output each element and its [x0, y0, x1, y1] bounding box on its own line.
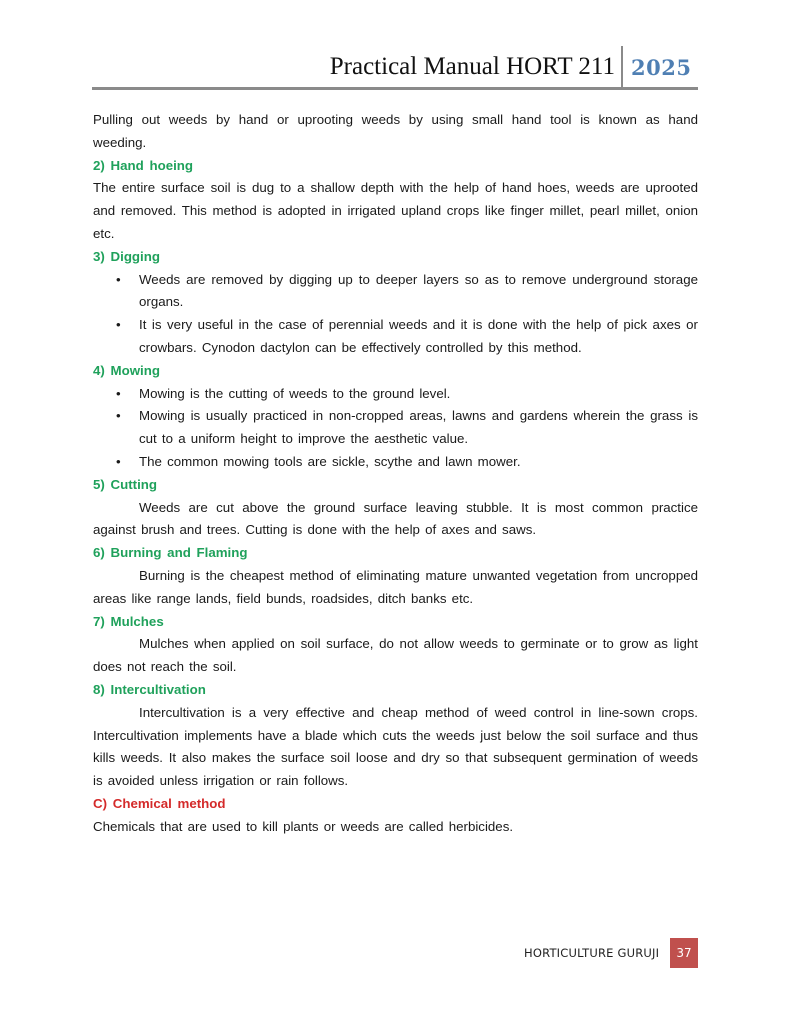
page-content: [93, 109, 698, 839]
heading-burning-flaming: 6) Burning and Flaming: [93, 545, 248, 561]
heading-mulches: 7) Mulches: [93, 613, 164, 629]
heading-cutting: 5) Cutting: [93, 476, 158, 492]
burning-paragraph: Burning is the cheapest method of eliminating mature unwanted vegetation from uncropped areas like range lands, field bunds, roadsides, ditch banks etc.: [93, 567, 698, 606]
mulches-paragraph: Mulches when applied on soil surface, do not allow weeds to germinate or to grow as light does not reach the soil.: [93, 636, 698, 675]
footer-label: HORTICULTURE GURUJI: [524, 946, 660, 960]
digging-list: [93, 269, 698, 360]
mowing-list: [93, 383, 698, 474]
list-item-text: Weeds are removed by digging up to deeper layers so as to remove underground storage organs.: [139, 271, 698, 310]
heading-mowing: 4) Mowing: [93, 362, 160, 378]
bullet-icon: •: [116, 385, 121, 401]
chemical-paragraph: Chemicals that are used to kill plants or weeds are called herbicides.: [93, 818, 514, 834]
heading-intercultivation: 8) Intercultivation: [93, 681, 206, 697]
header-title: Practical Manual HORT 211: [329, 53, 615, 80]
list-item: [93, 451, 698, 474]
bullet-icon: •: [116, 317, 121, 333]
bullet-icon: •: [116, 408, 121, 424]
list-item: [93, 383, 698, 406]
heading-hand-hoeing: 2) Hand hoeing: [93, 157, 194, 173]
intro-paragraph: Pulling out weeds by hand or uprooting weeds by using small hand tool is known as hand weeding.: [93, 112, 698, 150]
cutting-paragraph: Weeds are cut above the ground surface leaving stubble. It is most common practice against brush and trees. Cutting is done with the help of axes and saws.: [93, 499, 698, 538]
bullet-icon: •: [116, 271, 121, 287]
page-number-badge: 37: [670, 938, 698, 968]
header-year: 2025: [631, 55, 692, 80]
list-item-text: The common mowing tools are sickle, scythe and lawn mower.: [139, 453, 521, 469]
heading-chemical-method: C) Chemical method: [93, 795, 226, 811]
list-item: [93, 405, 698, 451]
heading-digging: 3) Digging: [93, 248, 160, 264]
list-item: [93, 269, 698, 315]
list-item-text: It is very useful in the case of perennial weeds and it is done with the help of pick axes or crowbars. Cynodon dactylon can be effectively controlled by this method.: [139, 317, 698, 355]
bullet-icon: •: [116, 453, 121, 469]
intercultivation-paragraph: Intercultivation is a very effective and cheap method of weed control in line-sown crops. Intercultivation implements have a blade which cuts the weeds just below the soil surface and thus kills weeds. It also makes the surface soil loose and dry so that subsequent germination of weeds is avoided unless irrigation or rain follows.: [93, 704, 698, 789]
header-divider: [621, 46, 623, 89]
list-item-text: Mowing is usually practiced in non-cropped areas, lawns and gardens wherein the grass is cut to a uniform height to improve the aesthetic value.: [139, 408, 698, 447]
list-item-text: Mowing is the cutting of weeds to the ground level.: [139, 385, 451, 401]
hand-hoeing-paragraph: The entire surface soil is dug to a shallow depth with the help of hand hoes, weeds are uprooted and removed. This method is adopted in irrigated upland crops like finger millet, pearl millet, onion etc.: [93, 180, 698, 241]
list-item: [93, 314, 698, 360]
header-rule: [92, 87, 698, 90]
